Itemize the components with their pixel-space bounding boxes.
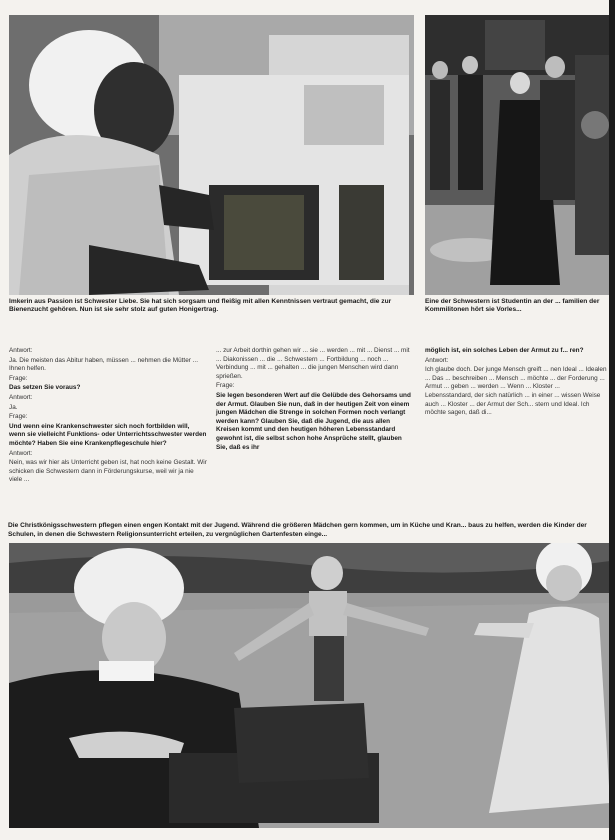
answer: Nein, was wir hier als Unterricht geben ist, hat noch keine Gestalt. Wir schicken die Schwestern dann in Förderungskurse, weil wir ja nie viele ... xyxy=(9,459,207,484)
question: möglich ist, ein solches Leben der Armut zu f... ren? xyxy=(425,347,584,354)
label: Antwort: xyxy=(9,347,33,354)
label: Frage: xyxy=(9,374,28,382)
answer: Ja. xyxy=(9,403,18,411)
beekeeper-caption: Imkerin aus Passion ist Schwester Liebe. Sie hat sich sorgsam und fleißig mit allen Kenntnissen vertraut gemacht, die zur Bienenzucht gehören. Nun ist sie sehr stolz auf guten Honigertrag. xyxy=(9,298,392,314)
label: Antwort: xyxy=(425,356,449,364)
children-caption: Die Christkönigsschwestern pflegen einen engen Kontakt mit der Jugend. Während die größeren Mädchen gern kommen, um in Küche und Kran... baus zu helfen, werden die Kinder der Schulen, in denen die Schwestern Religionsunterricht erteilen, zu vergnüglichen Gartenfesten einge... xyxy=(8,522,587,539)
visitors-caption: Eine der Schwestern ist Studentin an der ... familien der Kommilitonen hört sie Vorles... xyxy=(425,298,600,314)
garden-party-photo xyxy=(9,543,610,828)
page-edge xyxy=(609,0,615,840)
interview-column-3 xyxy=(425,347,608,419)
interview-column-1 xyxy=(9,347,207,486)
answer: Ich glaube doch. Der junge Mensch greift ... nen Ideal ... Idealen ... Das ... beschreiben ... Mensch ... möchte ... der Forderung ... Armut ... geben ... werden ... Wenn ... Kloster ... Lebensstandard, der sich natürlich ... in einer ... wissen Weise auch ... Kloster ... der Armut der Sch... stern und Ideal. Ich möchte sagen, daß di... xyxy=(425,366,607,417)
answer: ... zur Arbeit dorthin gehen wir ... sie ... werden ... mit ... Dienst ... mit ... Diakonissen ... die ... Schwestern ... Fortbildung ... noch ... Verbindung ... mit ... gehalten ... die jungen Menschen wird dann sprießen. xyxy=(216,347,410,380)
label: Frage: xyxy=(216,382,235,390)
question: Sie legen besonderen Wert auf die Gelübde des Gehorsams und der Armut. Glauben Sie nun, daß in der heutigen Zeit von einem jungen Mädchen die Strenge in solchen Formen noch verlangt werden kann? Glauben Sie, daß die Jugend, die aus allen Kreisen kommt und den heutigen höheren Lebensstandard gewohnt ist, die selbst schon hohe Ansprüche stellt, glauben Sie, daß es ihr xyxy=(216,391,411,451)
label: Antwort: xyxy=(9,449,33,457)
label: Frage: xyxy=(9,413,28,421)
beekeeper-photo xyxy=(9,15,414,295)
answer: Ja. Die meisten das Abitur haben, müssen ... nehmen die Mütter ... Ihnen helfen. xyxy=(9,356,198,373)
question: Und wenn eine Krankenschwester sich noch fortbilden will, wenn sie vielleicht Funktions- oder Unterrichtsschwester werden möchte? Haben Sie eine Krankenpflegeschule hier? xyxy=(9,422,207,447)
interview-column-2 xyxy=(216,347,414,453)
question: Das setzen Sie voraus? xyxy=(9,384,81,392)
visitors-photo xyxy=(425,15,610,295)
label: Antwort: xyxy=(9,393,33,401)
